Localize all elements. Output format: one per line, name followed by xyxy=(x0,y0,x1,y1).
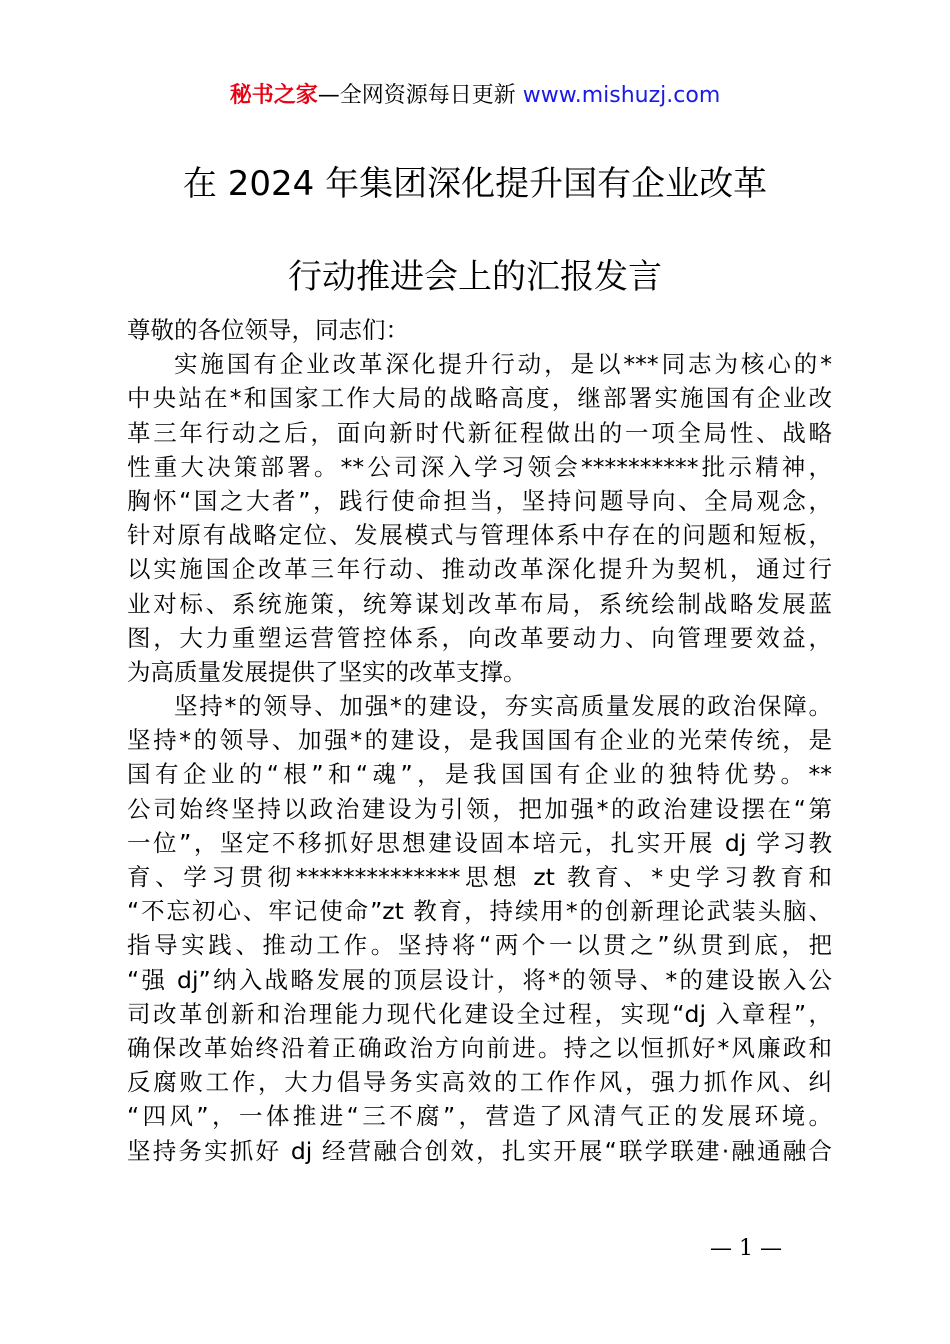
header-tagline: —全网资源每日更新 xyxy=(317,83,523,108)
paragraph-line: 为高质量发展提供了坚实的改革支撑。 xyxy=(127,657,527,686)
paragraph-line: 性重大决策部署。**公司深入学习领会**********批示精神， xyxy=(127,452,832,481)
page-number xyxy=(0,1234,950,1264)
paragraph-line: 针对原有战略定位、发展模式与管理体系中存在的问题和短板， xyxy=(127,521,832,550)
paragraph-line: 公司始终坚持以政治建设为引领，把加强*的政治建设摆在“第 xyxy=(127,794,832,823)
paragraph-line: 图，大力重塑运营管控体系，向改革要动力、向管理要效益， xyxy=(127,623,832,652)
paragraph-line: “强 dj”纳入战略发展的顶层设计，将*的领导、*的建设嵌入公 xyxy=(127,965,832,994)
paragraph-line: “四风”，一体推进“三不腐”，营造了风清气正的发展环境。 xyxy=(127,1102,832,1131)
paragraph-line: 坚持*的领导、加强*的建设，夯实高质量发展的政治保障。 xyxy=(174,692,832,721)
paragraph-line: 胸怀“国之大者”，践行使命担当，坚持问题导向、全局观念， xyxy=(127,486,832,515)
document-title-line-2: 行动推进会上的汇报发言 xyxy=(288,257,662,297)
site-header xyxy=(0,80,950,112)
paragraph-line: “不忘初心、牢记使命”zt 教育，持续用*的创新理论武装头脑、 xyxy=(127,897,832,926)
paragraph-line: 反腐败工作，大力倡导务实高效的工作作风，强力抓作风、纠 xyxy=(127,1068,832,1097)
page-number-text: — 1 — xyxy=(710,1236,782,1261)
paragraph-line: 国有企业的“根”和“魂”，是我国国有企业的独特优势。** xyxy=(127,760,832,789)
brand-name: 秘书之家 xyxy=(229,83,318,108)
paragraph-line: 一位”，坚定不移抓好思想建设固本培元，扎实开展 dj 学习教 xyxy=(127,828,832,857)
paragraph-line: 指导实践、推动工作。坚持将“两个一以贯之”纵贯到底，把 xyxy=(127,931,832,960)
paragraph-line: 育、学习贯彻**************思想 zt 教育、*史学习教育和 xyxy=(127,863,832,891)
paragraph-line: 革三年行动之后，面向新时代新征程做出的一项全局性、战略 xyxy=(127,418,832,447)
paragraph-line: 坚持务实抓好 dj 经营融合创效，扎实开展“联学联建·融通融合 xyxy=(127,1136,832,1165)
paragraph-line: 以实施国企改革三年行动、推动改革深化提升为契机，通过行 xyxy=(127,555,832,584)
paragraph-line: 业对标、系统施策，统筹谋划改革布局，系统绘制战略发展蓝 xyxy=(127,589,832,618)
paragraph-line: 司改革创新和治理能力现代化建设全过程，实现“dj 入章程”， xyxy=(127,999,832,1028)
paragraph-line: 中央站在*和国家工作大局的战略高度，继部署实施国有企业改 xyxy=(127,384,832,413)
paragraph-line: 确保改革始终沿着正确政治方向前进。持之以恒抓好*风廉政和 xyxy=(127,1033,832,1062)
paragraph-line: 实施国有企业改革深化提升行动，是以***同志为核心的* xyxy=(174,350,832,379)
salutation-line: 尊敬的各位领导，同志们： xyxy=(127,316,409,344)
document-title-line-1: 在 2024 年集团深化提升国有企业改革 xyxy=(182,164,768,204)
document-body xyxy=(127,313,832,1168)
website-link[interactable]: www.mishuzj.com xyxy=(522,83,721,108)
paragraph-line: 坚持*的领导、加强*的建设，是我国国有企业的光荣传统，是 xyxy=(127,726,832,755)
